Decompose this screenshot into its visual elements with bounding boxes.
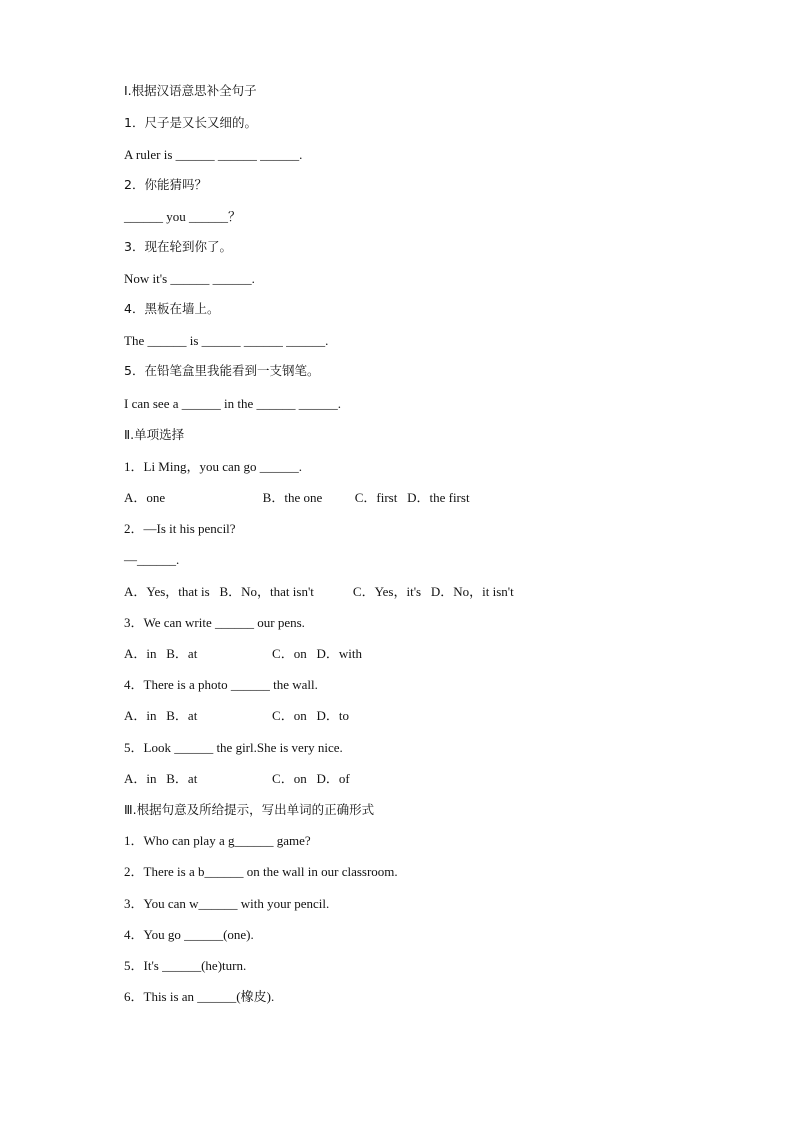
question-text: 2．There is a b______ on the wall in our classroom. [124, 864, 398, 879]
question-text: 6．This is an ______(橡皮). [124, 989, 275, 1004]
question-text: 5．Look ______ the girl.She is very nice. [124, 740, 343, 755]
question-text: 4．There is a photo ______ the wall. [124, 677, 318, 692]
question-text: —______. [124, 552, 180, 567]
question-text: 5．It's ______(he)turn. [124, 958, 247, 973]
question-text: 1．尺子是又长又细的。 [124, 115, 257, 130]
answer-options: A．in B．at C．on D．of [124, 771, 350, 786]
answer-options: A．Yes，that is B．No，that isn't C．Yes，it's D．No，it isn't [124, 584, 514, 599]
answer-line: The ______ is ______ ______ ______. [124, 333, 329, 348]
answer-options: A．one B．the one C．first D．the first [124, 490, 470, 505]
question-text: 4．You go ______(one). [124, 927, 254, 942]
question-text: 3．现在轮到你了。 [124, 239, 232, 254]
question-text: 4．黑板在墙上。 [124, 301, 220, 316]
section-3-heading: Ⅲ.根据句意及所给提示，写出单词的正确形式 [124, 802, 375, 817]
answer-options: A．in B．at C．on D．to [124, 708, 349, 723]
question-text: 1．Who can play a g______ game? [124, 833, 311, 848]
answer-line: Now it's ______ ______. [124, 271, 255, 286]
answer-line: I can see a ______ in the ______ ______. [124, 396, 341, 411]
section-1-heading: Ⅰ.根据汉语意思补全句子 [124, 83, 257, 98]
question-text: 3．We can write ______ our pens. [124, 615, 305, 630]
question-text: 3．You can w______ with your pencil. [124, 896, 330, 911]
question-text: 2．你能猜吗？ [124, 177, 207, 192]
question-text: 2．—Is it his pencil? [124, 521, 236, 536]
answer-line: A ruler is ______ ______ ______. [124, 147, 303, 162]
question-text: 1．Li Ming，you can go ______. [124, 459, 303, 474]
answer-line: ______ you ______？ [124, 209, 242, 224]
question-text: 5．在铅笔盒里我能看到一支钢笔。 [124, 363, 320, 378]
answer-options: A．in B．at C．on D．with [124, 646, 362, 661]
section-2-heading: Ⅱ.单项选择 [124, 427, 185, 442]
